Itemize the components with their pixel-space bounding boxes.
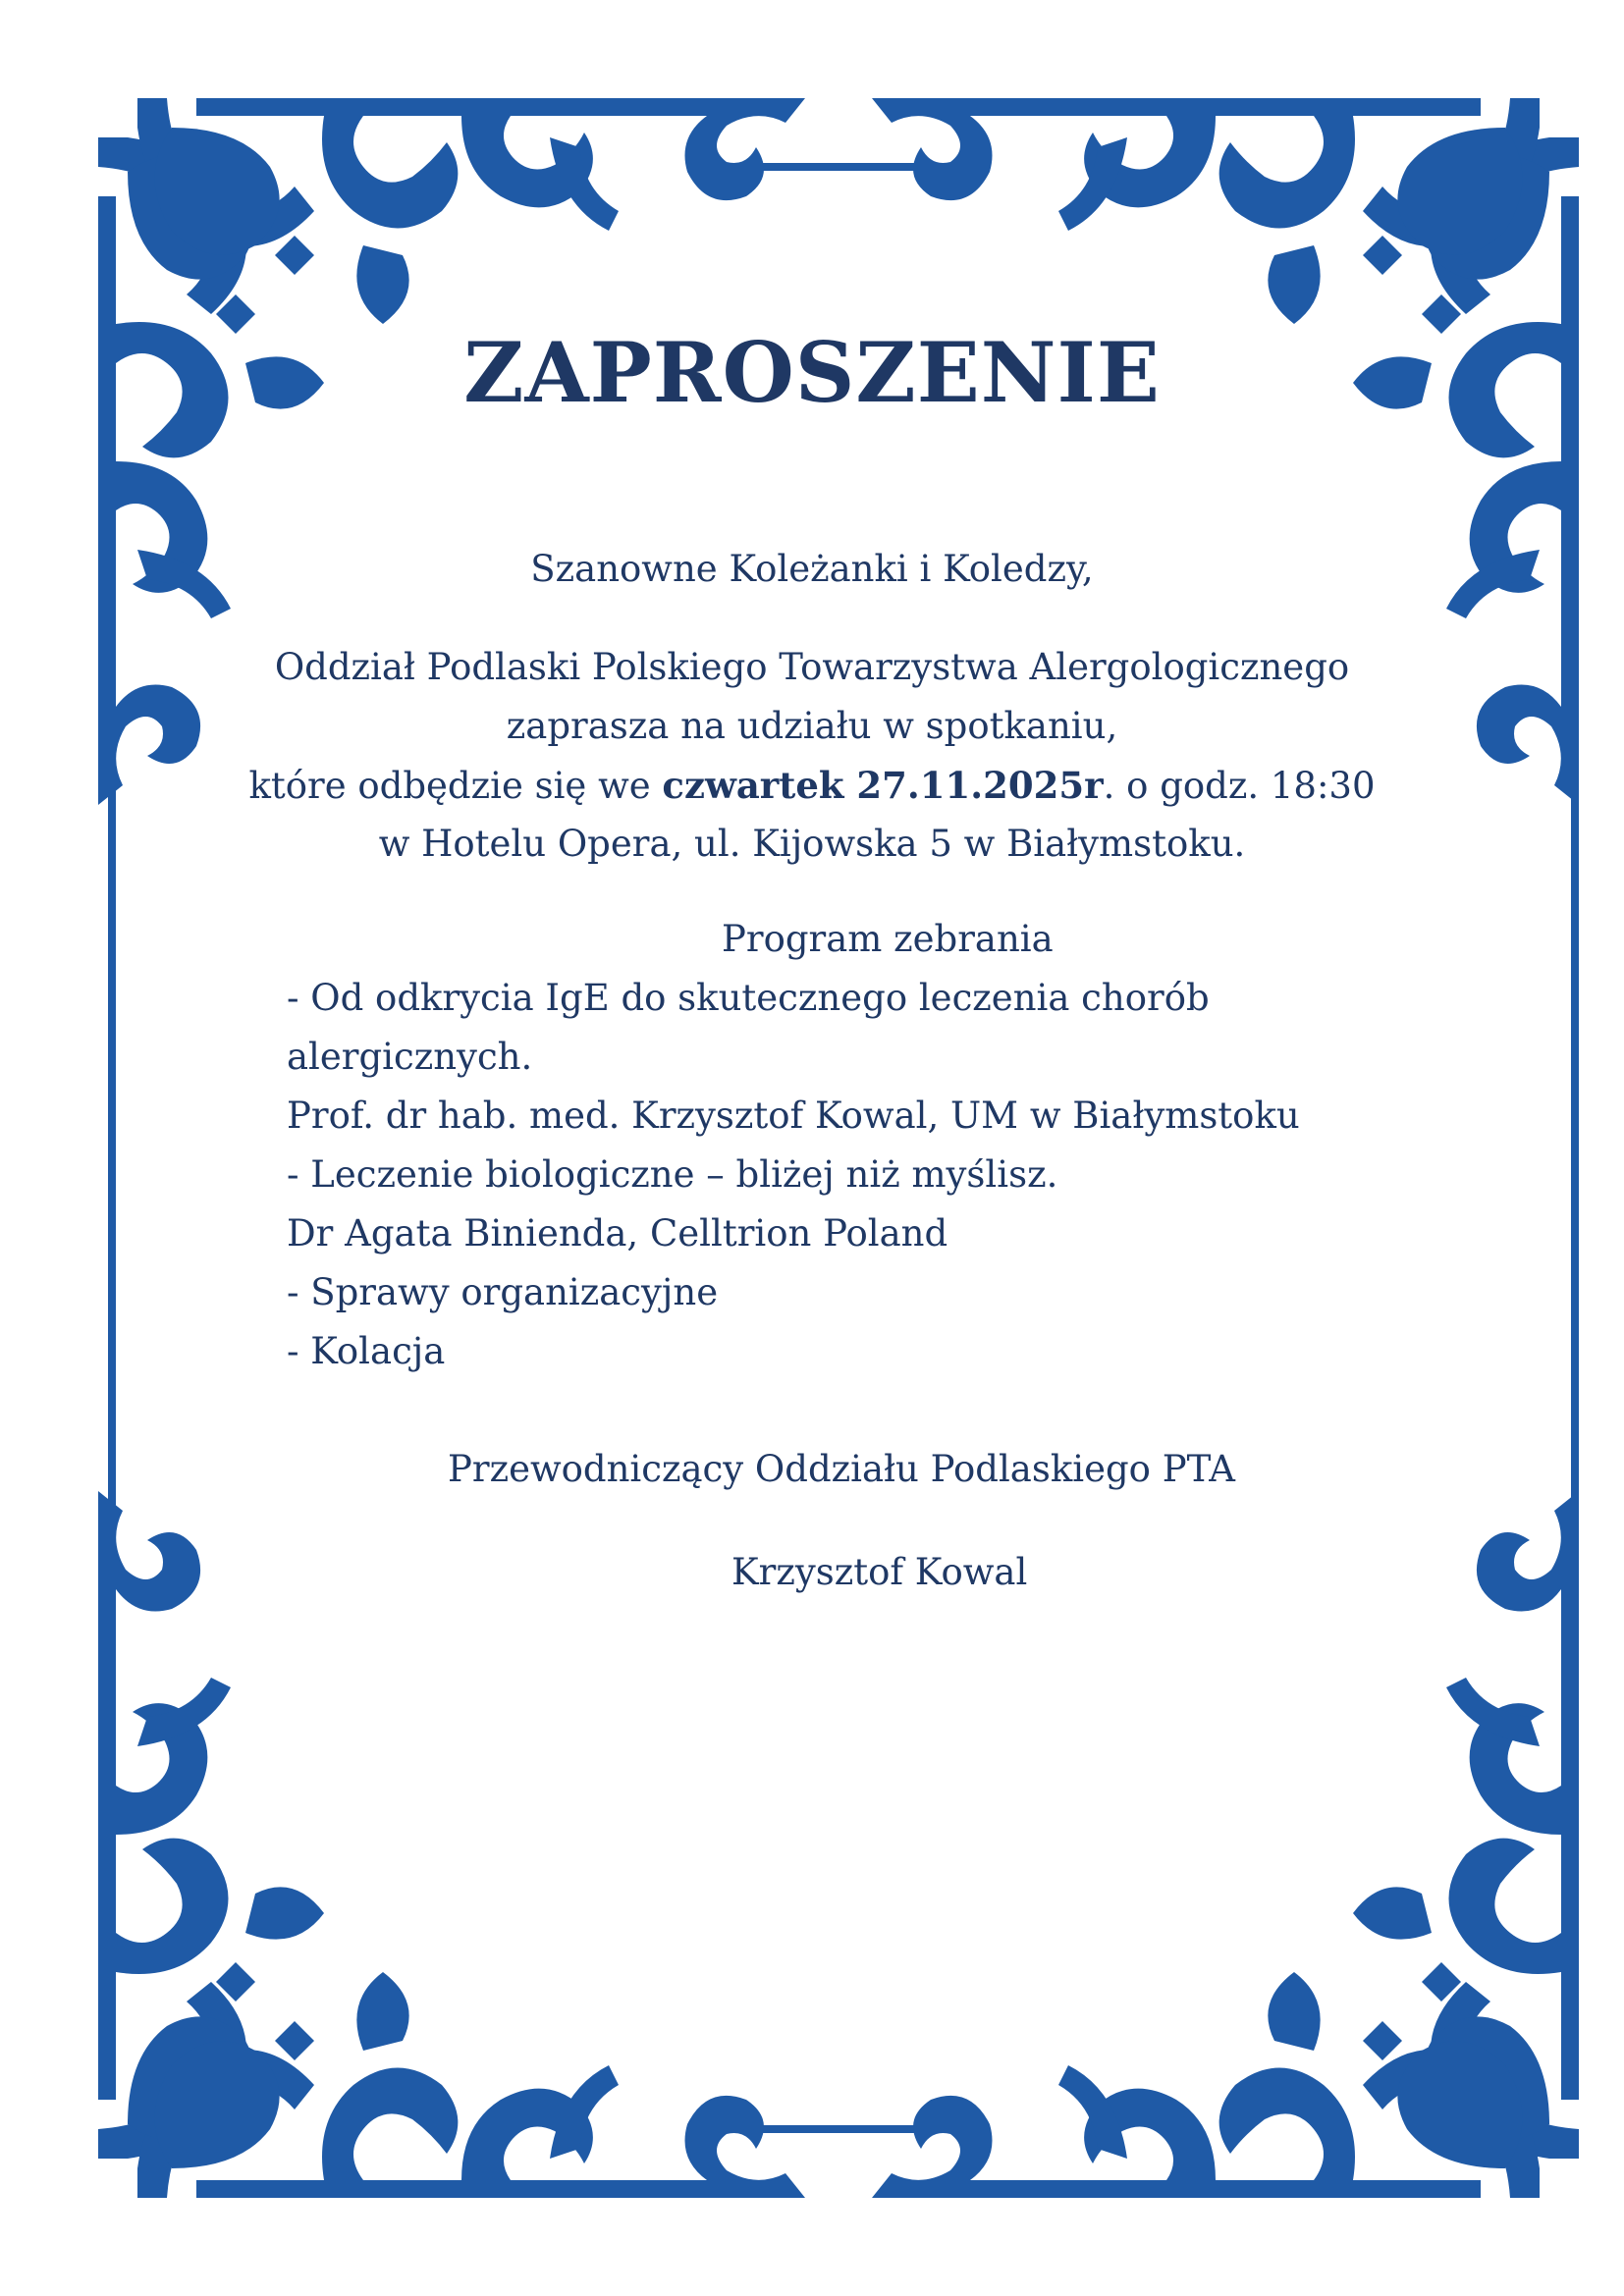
page-title: ZAPROSZENIE [463, 324, 1161, 421]
greeting: Szanowne Koleżanki i Koledzy, [530, 548, 1094, 590]
program-item: Prof. dr hab. med. Krzysztof Kowal, UM w Białymstoku [287, 1095, 1300, 1137]
program-item: - Sprawy organizacyjne [287, 1271, 719, 1313]
program-item: Dr Agata Binienda, Celltrion Poland [287, 1212, 948, 1255]
corner-ornament-bottom-right [872, 1491, 1579, 2198]
corner-ornament-bottom-left [98, 1491, 805, 2198]
signature-name: Krzysztof Kowal [731, 1551, 1028, 1593]
intro-line-2: zaprasza na udziału w spotkaniu, [506, 705, 1118, 747]
program-item: - Od odkrycia IgE do skutecznego leczenia chorób [287, 977, 1210, 1019]
program-heading: Program zebrania [722, 918, 1054, 960]
program-item: - Leczenie biologiczne – bliżej niż myślisz. [287, 1153, 1058, 1196]
intro-line-3 [0, 764, 1624, 807]
frame-line-left [108, 761, 116, 1507]
meeting-date: czwartek 27.11.2025r [662, 764, 1104, 807]
intro-line-3-end: . o godz. 18:30 [1103, 765, 1376, 807]
signature-role: Przewodniczący Oddziału Podlaskiego PTA [448, 1448, 1235, 1490]
corner-ornament-top-left [98, 98, 805, 805]
program-item: - Kolacja [287, 1330, 446, 1372]
corner-ornament-top-right [872, 98, 1579, 805]
frame-line-right [1571, 761, 1579, 1507]
intro-line-4: w Hotelu Opera, ul. Kijowska 5 w Białymstoku. [378, 823, 1246, 865]
intro-line-1: Oddział Podlaski Polskiego Towarzystwa Alergologicznego [274, 646, 1350, 688]
program-item: alergicznych. [287, 1036, 533, 1078]
intro-line-3-start: które odbędzie się we [248, 765, 663, 807]
